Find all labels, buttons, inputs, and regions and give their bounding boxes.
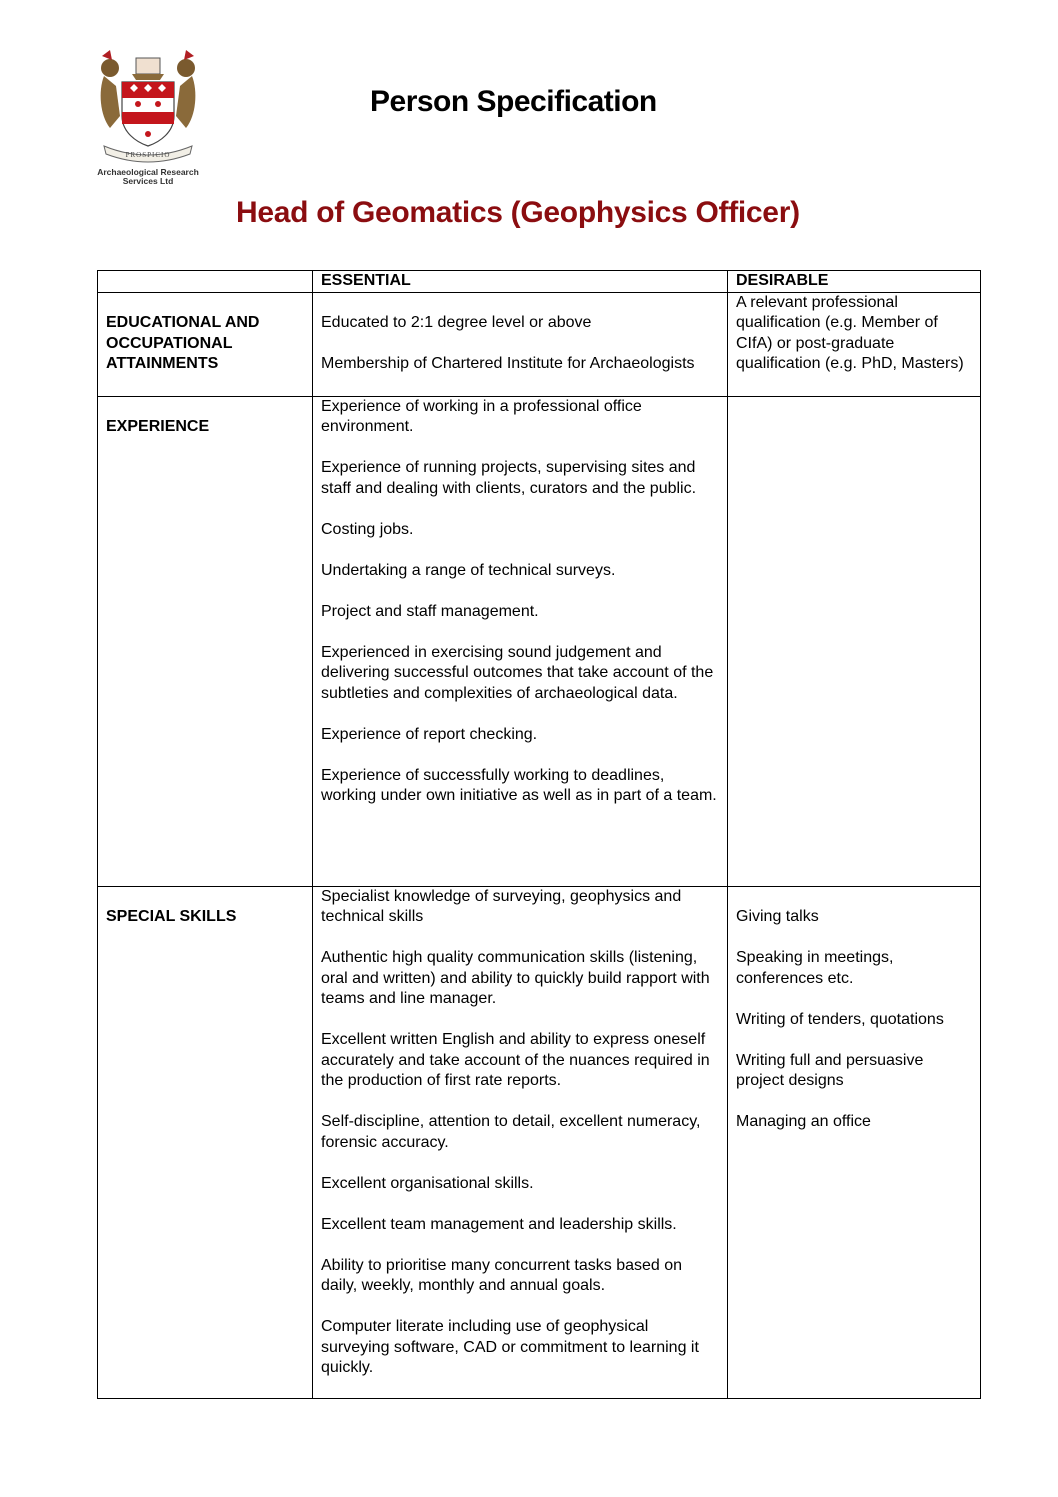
header-desirable: DESIRABLE	[728, 271, 981, 293]
table-row-education	[98, 292, 981, 396]
header-empty	[98, 271, 313, 293]
row-label	[98, 396, 313, 886]
header-essential: ESSENTIAL	[313, 271, 728, 293]
list-item: Speaking in meetings, conferences etc.	[736, 949, 894, 987]
list-item: Self-discipline, attention to detail, excellent numeracy, forensic accuracy.	[321, 1113, 701, 1151]
job-title: Head of Geomatics (Geophysics Officer)	[236, 196, 800, 229]
desirable-cell	[728, 886, 981, 1398]
list-item: Excellent written English and ability to express oneself accurately and take account of the nuances required in the production of first rate reports.	[321, 1031, 710, 1089]
list-item: Experience of report checking.	[321, 725, 538, 743]
list-item: Costing jobs.	[321, 520, 414, 538]
list-item: Membership of Chartered Institute for Archaeologists	[321, 355, 695, 372]
list-item: Excellent organisational skills.	[321, 1174, 534, 1192]
table-row-experience	[98, 396, 981, 886]
list-item: Computer literate including use of geophysical surveying software, CAD or commitment to learning it quickly.	[321, 1318, 699, 1376]
row-label	[98, 292, 313, 396]
company-logo	[96, 46, 200, 186]
list-item: Managing an office	[736, 1113, 871, 1130]
list-item: Experience of successfully working to deadlines, working under own initiative as well as in part of a team.	[321, 766, 717, 804]
list-item: Specialist knowledge of surveying, geophysics and technical skills	[321, 887, 682, 925]
desirable-cell	[728, 396, 981, 886]
header-row	[98, 271, 981, 293]
list-item: A relevant professional qualification (e.g. Member of CIfA) or post-graduate qualification (e.g. PhD, Masters)	[736, 293, 964, 372]
row-label-text: EDUCATIONAL AND OCCUPATIONAL ATTAINMENTS	[106, 314, 260, 372]
list-item: Educated to 2:1 degree level or above	[321, 314, 592, 331]
list-item: Experience of working in a professional office environment.	[321, 397, 642, 435]
essential-cell	[313, 886, 728, 1398]
desirable-cell	[728, 292, 981, 396]
row-label	[98, 886, 313, 1398]
essential-cell	[313, 292, 728, 396]
list-item: Writing of tenders, quotations	[736, 1010, 944, 1028]
essential-cell	[313, 396, 728, 886]
coat-of-arms-icon	[96, 46, 200, 164]
logo-caption: Archaeological Research Services Ltd	[97, 167, 199, 186]
specification-table	[97, 270, 981, 1399]
logo-motto: PROSPICIO	[125, 151, 171, 159]
document-title: Person Specification	[370, 85, 657, 118]
list-item: Undertaking a range of technical surveys.	[321, 561, 616, 579]
list-item: Excellent team management and leadership skills.	[321, 1215, 677, 1233]
list-item: Giving talks	[736, 908, 819, 925]
list-item: Experienced in exercising sound judgement and delivering successful outcomes that take account of the subtleties and complexities of archaeological data.	[321, 643, 714, 702]
row-label-text: EXPERIENCE	[106, 418, 210, 435]
row-label-text: SPECIAL SKILLS	[106, 908, 237, 925]
table-row-special-skills	[98, 886, 981, 1398]
list-item: Experience of running projects, supervising sites and staff and dealing with clients, curators and the public.	[321, 459, 697, 497]
list-item: Project and staff management.	[321, 602, 539, 620]
list-item: Authentic high quality communication skills (listening, oral and written) and ability to quickly build rapport with teams and line manager.	[321, 949, 710, 1007]
list-item: Writing full and persuasive project designs	[736, 1051, 924, 1089]
list-item: Ability to prioritise many concurrent tasks based on daily, weekly, monthly and annual goals.	[321, 1256, 683, 1294]
